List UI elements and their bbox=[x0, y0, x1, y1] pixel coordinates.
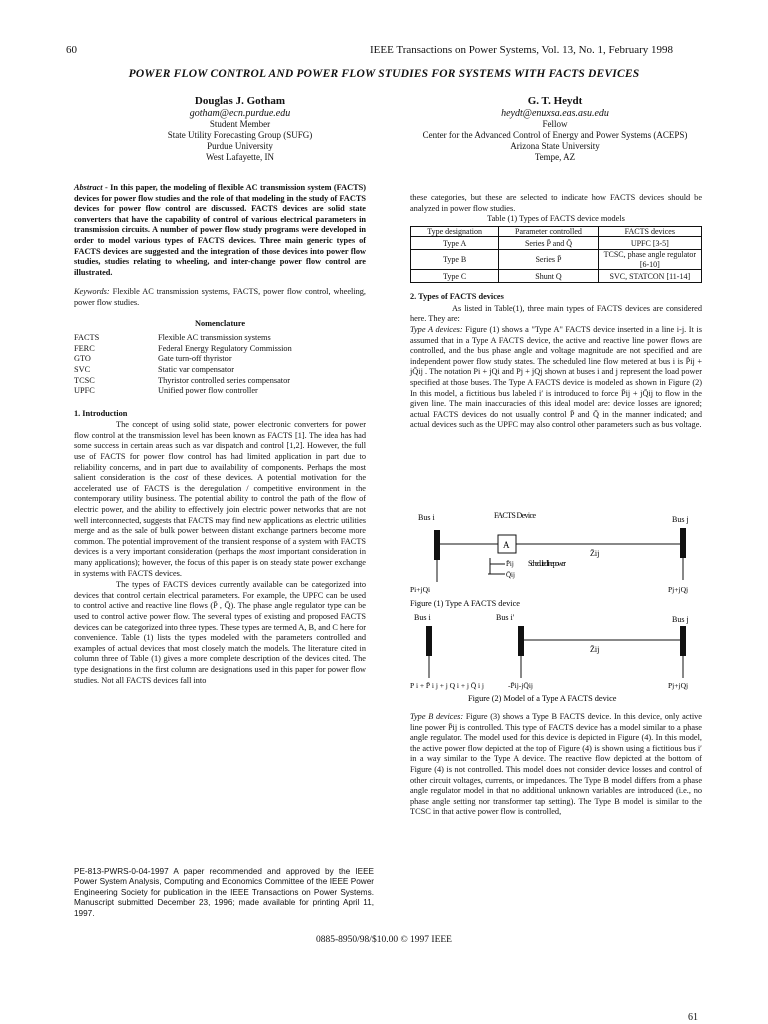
nomenclature-desc: Unified power flow controller bbox=[158, 386, 258, 396]
nomenclature-desc: Thyristor controlled series compensator bbox=[158, 375, 291, 385]
author-role: Fellow bbox=[542, 119, 568, 129]
types-paragraph: As listed in Table(1), three main types of FACTS devices are considered here. They are: bbox=[410, 303, 702, 324]
keywords: Keywords: Flexible AC transmission systems, FACTS, power flow control, wheeling, power flow studies. bbox=[74, 287, 366, 307]
next-page-number: 61 bbox=[688, 1012, 698, 1023]
nomenclature-desc: Federal Energy Regulatory Commission bbox=[158, 343, 292, 353]
figure-1-diagram bbox=[410, 508, 710, 608]
fig1-qij: Q̄ij bbox=[506, 571, 515, 579]
nomenclature-item bbox=[74, 365, 366, 376]
fig2-bus-j-label: Bus j bbox=[672, 615, 689, 624]
nomenclature-abbr: UPFC bbox=[74, 386, 95, 396]
table-header: Type designation bbox=[411, 226, 499, 237]
fig1-bus-j-bar bbox=[680, 528, 686, 558]
nomenclature-desc: Static var compensator bbox=[158, 364, 235, 374]
nomenclature-list bbox=[74, 333, 366, 397]
table-header: Parameter controlled bbox=[499, 226, 598, 237]
page-number: 60 bbox=[66, 44, 77, 56]
type-a-paragraph: Type A devices: Figure (1) shows a "Type A" FACTS device inserted in a line i-j. It is assumed that in a Type A FACTS device, the active and reactive line power flows are controlled, and the bus phase angle and voltage magnitude are not specified and are independent power flow study states. The scheduled line flow metered at bus i is P̄ij + jQ̄ij . The notation Pi + jQi and Pj + jQj shown at buses i and j represent the load power specified at those buses. The Type A FACTS device is modeled as shown in Figure (2) In this model, a fictitious bus labeled i′ is introduced to force P̄ij + jQ̄ij to flow in the given line. The main inaccuracies of this ideal model are: device losses are ignored; actual FACTS devices do not usually control P̄ and Q̄ in the manner indicated; and actual devices such as the UPFC may also control other parameters such as bus voltage. bbox=[410, 325, 702, 430]
nomenclature-item bbox=[74, 386, 366, 397]
type-b-paragraph: Type B devices: Figure (3) shows a Type B FACTS device. In this device, only active line power P̄ij is controlled. This type of FACTS device has a model similar to a phase angle regulator. The model used for this device is depicted in Figure (4). In this model, the active power flow depicted at the top of Figure (4) is shown using a fictitious bus i′ in a way similar to the Type A device. The reactive flow depicted at the bottom of Figure (4) is not controlled. This model does not consider device losses and control of other circuit voltages, currents, or impedances. The Type B model differs from a phase angle regulator model in that no additional unknown variables are introduced (i.e., no phase angle setting nor transformer tap setting). The Type B model is similar to the TCSC in that active power flow is controlled, bbox=[410, 712, 702, 817]
nomenclature-desc: Gate turn-off thyristor bbox=[158, 354, 232, 364]
nomenclature-item bbox=[74, 333, 366, 344]
paper-title: POWER FLOW CONTROL AND POWER FLOW STUDIES FOR SYSTEMS WITH FACTS DEVICES bbox=[128, 68, 640, 80]
nomenclature-abbr: FERC bbox=[74, 343, 95, 353]
fig1-scheduled: Scheduled line power bbox=[528, 559, 566, 568]
table-cell: Type C bbox=[411, 270, 499, 283]
fig2-injection: -P̄ij-jQ̄ij bbox=[508, 681, 534, 690]
author-email: gotham@ecn.purdue.edu bbox=[189, 108, 291, 119]
section-heading-intro: 1. Introduction bbox=[74, 408, 128, 418]
nomenclature-abbr: TCSC bbox=[74, 375, 95, 385]
fig1-bus-i-label: Bus i bbox=[418, 513, 435, 522]
author-org: Center for the Advanced Control of Energy and Power Systems (ACEPS) bbox=[422, 130, 688, 140]
nomenclature-item bbox=[74, 354, 366, 365]
nomenclature-abbr: GTO bbox=[74, 354, 91, 364]
fig1-caption: Figure (1) Type A FACTS device bbox=[410, 599, 520, 608]
fig1-impedance: Z̄ij bbox=[590, 549, 600, 558]
author-city: Tempe, AZ bbox=[534, 152, 576, 162]
type-b-block bbox=[410, 712, 702, 818]
nomenclature-item bbox=[74, 376, 366, 387]
table-cell: Type A bbox=[411, 237, 499, 250]
journal-header: IEEE Transactions on Power Systems, Vol. 13, No. 1, February 1998 bbox=[370, 44, 674, 56]
nomenclature-abbr: FACTS bbox=[74, 333, 100, 343]
table-caption: Table (1) Types of FACTS device models bbox=[487, 214, 625, 224]
author-org: State Utility Forecasting Group (SUFG) bbox=[167, 130, 313, 140]
fig1-pij: P̄ij bbox=[506, 560, 514, 568]
author-role: Student Member bbox=[209, 119, 271, 129]
author-univ: Arizona State University bbox=[510, 141, 600, 151]
intro-paragraph-2: The types of FACTS devices currently available can be categorized into devices that control certain electrical parameters. For example, the UPFC can be used to control active and reactive line flows (P̄ , Q̄). The phase angle regulator type can be used to control active power flow. The several types of existing and proposed FACTS devices can be categorized into three types. These types are termed A, B, and C here for convenience. Table (1) lists the types modeled with the parameters controlled and examples of actual devices that most closely match the models. The literature cited in column three of Table (1) gives a more complete description of the devices cited. The type designations in the first column are designations used in this paper for power flow studies. Not all FACTS devices fall into bbox=[74, 580, 366, 685]
table-cell: Series P̄ bbox=[499, 250, 598, 270]
author-block-2 bbox=[400, 96, 710, 163]
author-email: heydt@enuxsa.eas.asu.edu bbox=[501, 108, 609, 119]
right-column bbox=[410, 193, 702, 431]
fig2-impedance: Z̄ij bbox=[590, 645, 600, 654]
fig2-load-i: Pi+P̄ij+jQi+jQ̄ij bbox=[410, 681, 484, 690]
nomenclature-desc: Flexible AC transmission systems bbox=[158, 333, 271, 343]
fig1-device-label: FACTS Device bbox=[494, 511, 536, 520]
fig2-bus-i-bar bbox=[426, 626, 432, 656]
abstract: Abstract - In this paper, the modeling of flexible AC transmission system (FACTS) devices for power flow studies and the role of that modeling in the study of FACTS devices for power flow control are discussed. FACTS devices are solid state converters that have the capability of control of various electrical parameters in transmission circuits. A number of power flow study programs were developed in order to model various types of FACTS devices. Three main generic types of FACTS devices are suggested and the integration of those devices into power flow studies, studies relating to wheeling, and inter-change power flow control are illustrated. bbox=[74, 183, 366, 277]
author-name: Douglas J. Gotham bbox=[194, 95, 286, 107]
right-paragraph-0: these categories, but these are selected to indicate how FACTS devices should be analyzed in power flow studies. bbox=[410, 193, 702, 213]
author-city: West Lafayette, IN bbox=[206, 152, 274, 162]
nomenclature-abbr: SVC bbox=[74, 364, 91, 374]
copyright-footer: 0885-8950/98/$10.00 © 1997 IEEE bbox=[316, 935, 452, 945]
table-cell: UPFC [3-5] bbox=[598, 237, 701, 250]
nomenclature-title: Nomenclature bbox=[194, 318, 246, 328]
fig1-load-j: Pj+jQj bbox=[668, 585, 689, 594]
figure-2-diagram bbox=[410, 610, 710, 706]
table-cell: Shunt Q bbox=[499, 270, 598, 283]
author-univ: Purdue University bbox=[207, 141, 273, 151]
fig2-bus-i-label: Bus i bbox=[414, 613, 431, 622]
fig2-bus-iprime-label: Bus i′ bbox=[496, 613, 515, 622]
nomenclature-item bbox=[74, 344, 366, 355]
fig1-box-label: A bbox=[503, 540, 510, 550]
fig1-bus-j-label: Bus j bbox=[672, 515, 689, 524]
author-name: G. T. Heydt bbox=[527, 95, 583, 107]
table-cell: Type B bbox=[411, 250, 499, 270]
fig2-load-j: Pj+jQj bbox=[668, 681, 689, 690]
section-heading-types: 2. Types of FACTS devices bbox=[410, 292, 504, 302]
types-table bbox=[410, 226, 702, 284]
intro-paragraph-1: The concept of using solid state, power electronic converters for power flow control at the transmission level has been known as FACTS [1]. The idea has had some success in certain areas such as var dispatch and control [1,2]. However, the full use of FACTS for power flow control has had limited application in part due to reliability concerns, and in part due to availability of components. Perhaps the most salient consideration is the cost of these devices. A potential motivation for the accelerated use of FACTS is the deregulation / competitive environment in the contemporary utility business. The potential ability to control the path of the flow of electric power, and the ability to effectively join electric power networks that are not well interconnected, suggests that FACTS may find new applications as electric utilities merge and as the sale of bulk power between distant exchange partners become more common. The potential improvement of the transient response of a system with FACTS devices is a very important consideration (perhaps the most important consideration in many applications); however, the focus of this paper is on steady state power exchange in systems with FACTS devices. bbox=[74, 420, 367, 578]
fig2-caption: Figure (2) Model of a Type A FACTS device bbox=[468, 694, 617, 703]
table-cell: TCSC, phase angle regulator [6-10] bbox=[598, 250, 701, 270]
fig2-bus-iprime-bar bbox=[518, 626, 524, 656]
fig2-bus-j-bar bbox=[680, 626, 686, 656]
fig1-load-i: Pi+jQi bbox=[410, 585, 431, 594]
table-cell: Series P̄ and Q̄ bbox=[499, 237, 598, 250]
fig1-bus-i-bar bbox=[434, 530, 440, 560]
table-cell: SVC, STATCON [11-14] bbox=[598, 270, 701, 283]
table-header: FACTS devices bbox=[598, 226, 701, 237]
author-block-1 bbox=[120, 96, 360, 163]
left-column bbox=[74, 183, 366, 686]
manuscript-note: PE-813-PWRS-0-04-1997 A paper recommended and approved by the IEEE Power System Analysis, Computing and Economics Committee of the IEEE Power Engineering Society for publication in the IEEE Transactions on Power Systems. Manuscript submitted December 23, 1996; made available for printing April 11, 1997. bbox=[74, 867, 374, 918]
